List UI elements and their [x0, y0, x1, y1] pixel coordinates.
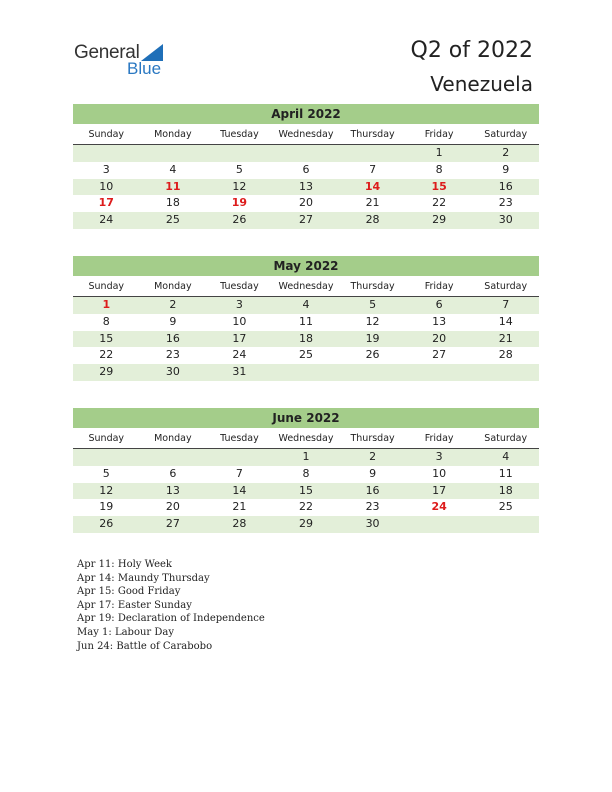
week-row	[73, 314, 539, 331]
weekday-label: Monday	[154, 433, 192, 444]
day-cell: 12	[232, 179, 247, 193]
day-cell: 18	[165, 196, 180, 210]
day-cell: 28	[365, 213, 380, 227]
day-cell: 24	[431, 500, 447, 514]
week-row	[73, 297, 539, 314]
weekday-header-row	[73, 124, 539, 145]
day-cell: 15	[99, 331, 114, 345]
day-cell: 16	[165, 331, 180, 345]
day-cell: 31	[232, 365, 247, 379]
day-cell: 28	[232, 517, 247, 531]
day-cell	[140, 449, 207, 466]
week-row	[73, 466, 539, 483]
day-cell: 29	[432, 213, 447, 227]
weekday-label: Wednesday	[278, 129, 334, 140]
month-may	[73, 256, 539, 381]
day-cell: 27	[165, 517, 180, 531]
day-cell: 8	[102, 314, 110, 328]
day-cell: 30	[165, 365, 180, 379]
day-cell: 1	[302, 450, 310, 463]
week-row	[73, 179, 539, 196]
day-cell: 17	[432, 483, 447, 497]
day-cell: 2	[369, 450, 377, 463]
country-name: Venezuela	[430, 72, 533, 96]
weekday-label: Saturday	[484, 129, 528, 140]
day-cell: 8	[435, 162, 443, 176]
day-cell	[140, 145, 207, 162]
weekday-label: Sunday	[88, 281, 125, 292]
day-cell: 17	[232, 331, 247, 345]
logo	[74, 42, 174, 78]
holiday-item: Apr 11: Holy Week	[77, 559, 172, 570]
holiday-item: Apr 14: Maundy Thursday	[77, 572, 210, 584]
day-cell: 26	[99, 517, 114, 531]
day-cell: 6	[169, 466, 177, 480]
day-cell: 12	[365, 314, 380, 328]
day-cell: 19	[231, 196, 248, 210]
day-cell: 6	[302, 162, 310, 176]
weekday-label: Thursday	[350, 433, 395, 444]
day-cell: 25	[498, 500, 513, 514]
day-cell: 5	[102, 466, 110, 480]
day-cell: 23	[365, 500, 380, 514]
day-cell: 19	[365, 331, 380, 345]
day-cell: 30	[365, 517, 380, 531]
day-cell: 14	[232, 483, 247, 497]
weekday-label: Wednesday	[278, 281, 334, 292]
day-cell: 3	[435, 450, 443, 463]
holiday-item: Apr 19: Declaration of Independence	[77, 613, 265, 625]
week-row	[73, 162, 539, 179]
weekday-label: Wednesday	[278, 433, 334, 444]
holiday-list	[77, 558, 265, 653]
day-cell	[206, 145, 273, 162]
week-row	[73, 347, 539, 364]
day-cell: 21	[498, 331, 513, 345]
day-cell	[206, 449, 273, 466]
day-cell: 15	[431, 179, 447, 193]
day-cell: 11	[498, 466, 513, 480]
day-cell: 26	[232, 213, 247, 227]
day-cell: 4	[169, 162, 177, 176]
day-cell: 9	[502, 162, 510, 176]
day-cell: 20	[432, 331, 447, 345]
holiday-item: Apr 17: Easter Sunday	[77, 599, 192, 611]
day-cell: 17	[98, 196, 114, 210]
day-cell: 20	[165, 500, 180, 514]
month-april	[73, 104, 539, 229]
day-cell: 14	[498, 314, 513, 328]
day-cell: 11	[298, 314, 313, 328]
day-cell: 10	[232, 314, 247, 328]
day-cell	[472, 516, 539, 533]
week-row	[73, 212, 539, 229]
week-row	[73, 195, 539, 212]
day-cell: 24	[99, 213, 114, 227]
week-row	[73, 331, 539, 348]
weekday-header-row	[73, 428, 539, 449]
weekday-label: Saturday	[484, 281, 528, 292]
day-cell: 22	[99, 348, 114, 362]
day-cell	[406, 364, 473, 381]
day-cell: 5	[235, 162, 243, 176]
week-row	[73, 499, 539, 516]
day-cell: 1	[435, 146, 443, 159]
day-cell: 9	[369, 466, 377, 480]
weekday-label: Tuesday	[220, 281, 259, 292]
week-row	[73, 145, 539, 162]
day-cell: 27	[298, 213, 313, 227]
day-cell: 15	[298, 483, 313, 497]
day-cell: 24	[232, 348, 247, 362]
page-title: Q2 of 2022	[410, 38, 533, 63]
weekday-label: Tuesday	[220, 129, 259, 140]
day-cell	[339, 364, 406, 381]
day-cell: 18	[498, 483, 513, 497]
weekday-label: Saturday	[484, 433, 528, 444]
day-cell: 22	[298, 500, 313, 514]
weekday-label: Friday	[424, 281, 454, 292]
day-cell: 22	[432, 196, 447, 210]
weekday-label: Monday	[154, 281, 192, 292]
day-cell	[273, 145, 340, 162]
day-cell: 16	[365, 483, 380, 497]
day-cell: 21	[232, 500, 247, 514]
day-cell: 21	[365, 196, 380, 210]
day-cell	[472, 364, 539, 381]
day-cell: 10	[432, 466, 447, 480]
day-cell: 4	[502, 450, 510, 463]
weekday-label: Thursday	[350, 129, 395, 140]
day-cell: 13	[432, 314, 447, 328]
weekday-label: Tuesday	[220, 433, 259, 444]
day-cell: 14	[364, 179, 381, 193]
logo-general-text: General	[74, 42, 140, 63]
day-cell: 30	[498, 213, 513, 227]
day-cell: 23	[498, 196, 513, 210]
day-cell: 2	[502, 146, 510, 159]
day-cell: 16	[498, 179, 513, 193]
day-cell: 7	[502, 298, 510, 311]
holiday-item: Jun 24: Battle of Carabobo	[77, 640, 213, 652]
day-cell: 29	[99, 365, 114, 379]
week-row	[73, 483, 539, 500]
day-cell: 9	[169, 314, 177, 328]
day-cell: 27	[432, 348, 447, 362]
day-cell: 25	[165, 213, 180, 227]
weekday-label: Sunday	[88, 433, 125, 444]
weekday-label: Friday	[424, 129, 454, 140]
weekday-label: Thursday	[350, 281, 395, 292]
day-cell: 6	[435, 298, 443, 311]
month-june	[73, 408, 539, 533]
day-cell: 4	[302, 298, 310, 311]
weekday-header-row	[73, 276, 539, 297]
day-cell	[406, 516, 473, 533]
day-cell: 23	[165, 348, 180, 362]
weekday-label: Monday	[154, 129, 192, 140]
day-cell: 3	[102, 162, 110, 176]
day-cell: 26	[365, 348, 380, 362]
day-cell	[73, 145, 140, 162]
logo-blue-text: Blue	[127, 59, 162, 78]
day-cell	[273, 364, 340, 381]
day-cell: 3	[235, 298, 243, 311]
day-cell: 12	[99, 483, 114, 497]
day-cell: 20	[298, 196, 313, 210]
day-cell: 13	[298, 179, 313, 193]
week-row	[73, 516, 539, 533]
day-cell	[73, 449, 140, 466]
weekday-label: Friday	[424, 433, 454, 444]
holiday-item: May 1: Labour Day	[77, 626, 174, 638]
day-cell: 2	[169, 298, 177, 311]
day-cell	[339, 145, 406, 162]
day-cell: 7	[369, 162, 377, 176]
day-cell: 25	[298, 348, 313, 362]
week-row	[73, 364, 539, 381]
day-cell: 11	[165, 179, 181, 193]
month-title: June 2022	[73, 408, 539, 428]
month-title: May 2022	[73, 256, 539, 276]
day-cell: 7	[235, 466, 243, 480]
day-cell: 8	[302, 466, 310, 480]
day-cell: 13	[165, 483, 180, 497]
month-title: April 2022	[73, 104, 539, 124]
week-row	[73, 449, 539, 466]
day-cell: 10	[99, 179, 114, 193]
day-cell: 29	[298, 517, 313, 531]
day-cell: 18	[298, 331, 313, 345]
day-cell: 1	[102, 298, 111, 311]
holiday-item: Apr 15: Good Friday	[77, 586, 181, 598]
day-cell: 28	[498, 348, 513, 362]
day-cell: 19	[99, 500, 114, 514]
weekday-label: Sunday	[88, 129, 125, 140]
day-cell: 5	[369, 298, 377, 311]
